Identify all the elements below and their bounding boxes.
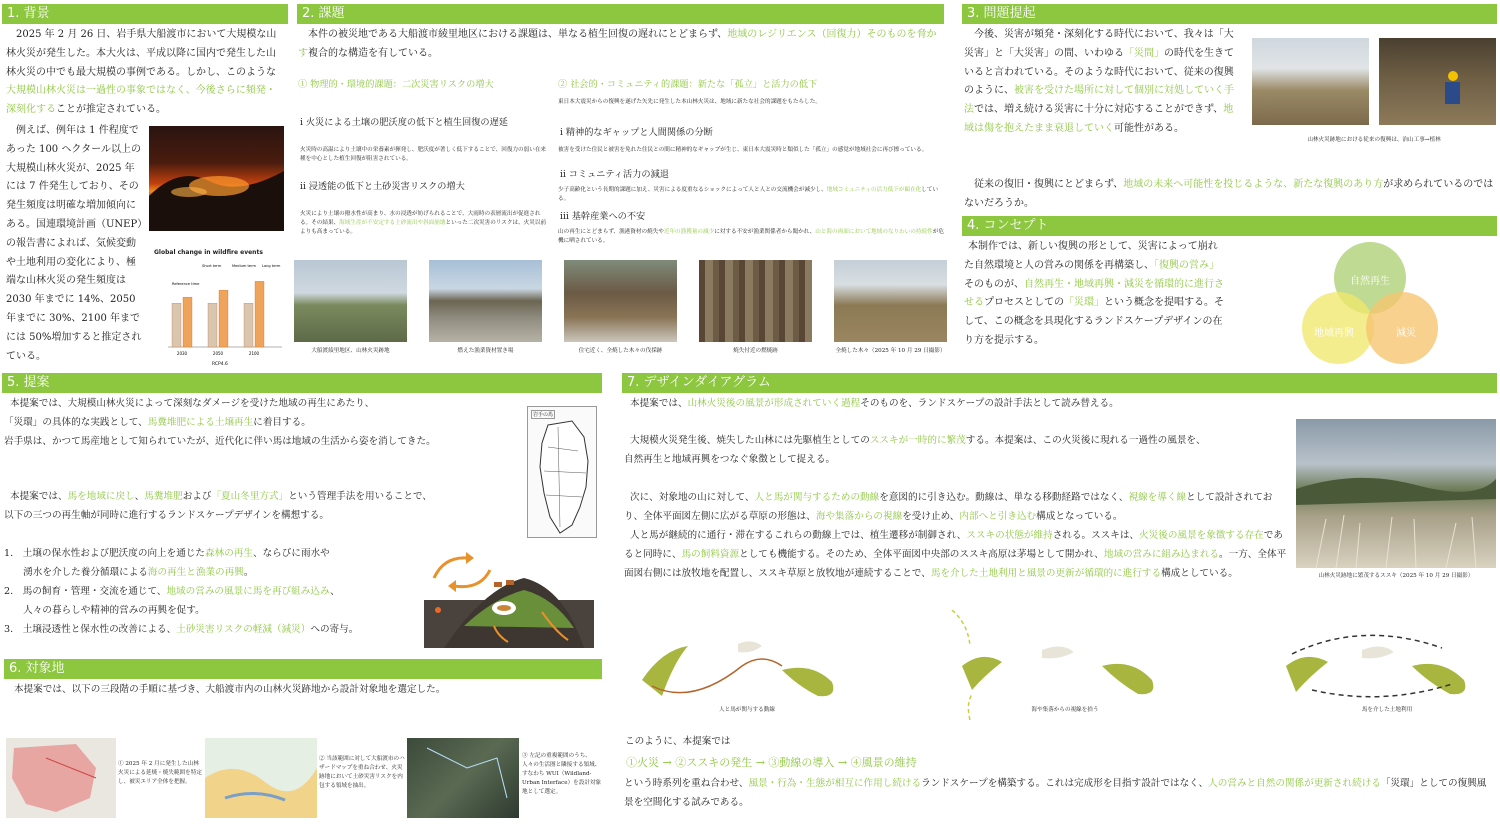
s6-caption-1: ① 2025 年 2 月に発生した山林火災による延焼・焼失範囲を特定し、被災エリア全体を把握。 [118,761,202,785]
map-burn-area [6,738,116,818]
chart-bar [244,303,253,347]
s3-paragraph-2: 従来の復旧・復興にとどまらず、地域の未来へ可能性を投じるような、新たな復興のあり方が求められているのではないだろうか。 [964,179,1494,209]
s2-col2-heading: ② 社会的・コミュニティ的課題：新たな「孤立」と活力の低下 [558,79,818,90]
caption-3: 住宅近く、全焼した木々の伐採跡 [578,348,663,354]
photo-felled-trees [564,260,677,342]
section-5-header: 5. 提案 [2,373,602,393]
s2-c1-i-text: 火災時の高温により土壌中の栄養素が揮発し、肥沃度が著しく低下することで、回復力の弱い在来種を中心とした植生回復が阻害されている。 [300,147,547,162]
photo-reforestation [1252,38,1369,125]
wildfire-chart [150,245,285,370]
chart-legend-item: Long term [262,264,281,268]
s2-intro: 本件の被災地である大船渡市綾里地区における課題は、単なる植生回復の遅れにとどまらず、地域のレジリエンス（回復力）そのものを脅かす複合的な構造を有している。 [298,29,937,59]
s2-c1-ii-text: 火災により土壌の撥水性が高まり、水の浸透が妨げられることで、大雨時の表層流出が促進される。その結果、海域生産が不安定する土砂流出や斜面崩壊といった二次災害のリスクは、火災以前よりも高まっている。 [300,211,547,235]
photo-susuki-field [1296,419,1496,568]
section-2-header: 2. 課題 [297,4,944,24]
s5-list-1a: 1. 土壌の保水性および肥沃度の向上を通じた森林の再生、ならびに雨水や [4,548,330,559]
diagram-caption-3: 馬を介した土地利用 [1361,707,1413,713]
design-diagrams [622,610,1492,720]
chart-tick-label: 2100 [248,351,260,356]
diagram-caption-2: 海や集落からの視線を拾う [1031,707,1099,713]
s7-paragraph-5: このように、本提案では [625,736,731,747]
map-legend-label: 岩手の馬 [533,412,554,418]
section-4-header: 4. コンセプト [962,216,1497,236]
caption-1: 大船渡綾里地区、山林火災跡地 [311,348,390,354]
venn-label-2: 地域再興 [1314,328,1354,339]
s2-c2-iii-text: 山の再生にとどまらず、漁港資材の焼失や近年の漁獲量の減少に対する不安が漁業関係者から聞かれ、山と海の両面において地域のなりわいの持続性が危機に晒されている。 [558,229,944,244]
section-6-header: 6. 対象地 [4,659,602,679]
wildfire-photo [149,126,284,231]
s3-paragraph-1: 今後、災害が頻発・深刻化する時代において、我々は「大災害」と「大災害」の間、いわゆる「災間」の時代を生きていると言われている。そのような時代において、従来の復興のように、被害を受けた場所に対して個別に対処していく手法では、増え続ける災害に十分に対応することができず、地域は傷を抱えたまま衰退していく可能性がある。 [964,29,1234,134]
venn-label-1: 自然再生 [1350,276,1390,287]
s2-c2-i-heading: ⅰ 精神的なギャップと人間関係の分断 [560,127,713,138]
caption-5: 全焼した木々（2025 年 10 月 29 日撮影） [835,348,946,354]
s5-list-3: 3. 土壌浸透性と保水性の改善による、土砂災害リスクの軽減（減災）への寄与。 [4,624,359,635]
chart-title: Global change in wildfire events [154,249,263,256]
chart-legend-item: Medium term [232,264,257,268]
photo-burn-scar [699,260,812,342]
iwate-horse-map [527,406,597,538]
s6-paragraph: 本提案では、以下の三段階の手順に基づき、大船渡市内の山林火災跡地から設計対象地を選定した。 [14,684,446,695]
s3-caption: 山林火災跡地における従来の復興は、治山工事→植林 [1307,137,1441,143]
section-3-header: 3. 問題提起 [962,4,1497,24]
s7-sequence: ①火災 → ②ススキの発生 → ③動線の導入 → ④風景の維持 [626,756,917,769]
s2-col1-heading: ① 物理的・環境的課題：二次災害リスクの増大 [298,79,494,90]
chart-bar [172,303,181,347]
s2-c1-i-heading: ⅰ 火災による土壌の肥沃度の低下と植生回復の遅延 [300,117,508,128]
chart-tick-label: 2050 [212,351,224,356]
s1-paragraph-2: 例えば、例年は 1 件程度であった 100 ヘクタール以上の大規模山林火災が、2025 年には 7 件発生しており、その発生頻度は明確な増加傾向にある。国連環境計画（UNEP）の報告書によれば、気候変動や土地利用の変化により、極端な山林火災の発生頻度は 2030 年までに 14%、2050 年までに 30%、2100 年までには 50%増加すると推定されている。 [6,125,143,362]
s5-paragraph-2: 本提案では、馬を地域に戻し、馬糞堆肥および「夏山冬里方式」という管理手法を用いることで、 以下の三つの再生軸が同時に進行するランドスケープデザインを構想する。 [4,491,432,521]
chart-legend-item: Short term [202,264,222,268]
chart-bar [255,281,264,347]
s7-paragraph-6: という時系列を重ね合わせ、風景・行為・生態が相互に作用し続けるランドスケープを構築する。これは完成形を目指す設計ではなく、人の営みと自然の関係が更新され続ける「災環」としての復興風景を空間化する試みである。 [624,778,1487,808]
s7-paragraph-4: 人と馬が継続的に通行・滞在するこれらの動線上では、植生遷移が制御され、ススキの状態が維持される。ススキは、火災後の風景を象徴する存在であると同時に、馬の飼料資源としても機能する。そのため、全体平面図中央部のススキ高原は茅場として開かれ、地域の営みに組み込まれる。一方、全体平面図右側には放牧地を配置し、ススキ草原と放牧地が連続することで、馬を介した土地利用と風景の更新が循環的に進行する構成としている。 [624,530,1287,579]
s7-paragraph-3: 次に、対象地の山に対して、人と馬が関与するための動線を意図的に引き込む。動線は、単なる移動経路ではなく、視線を導く線として設計されており、全体平面図左側に広がる草原の形態は、海や集落からの視線を受け止め、内部へと引き込む構成となっている。 [624,492,1273,522]
s2-c2-ii-heading: ⅱ コミュニティ活力の減退 [560,169,669,180]
concept-venn [1300,240,1440,370]
chart-bar [219,290,228,347]
map-wui-satellite [407,738,519,818]
s2-c1-ii-heading: ⅱ 浸透能の低下と土砂災害リスクの増大 [300,181,465,192]
photo-burnt-forest [834,260,947,342]
s7-paragraph-1: 本提案では、山林火災後の風景が形成されていく過程そのものを、ランドスケープの設計手法として読み替える。 [630,398,1119,409]
chart-bar [183,297,192,347]
section-7-header: 7. デザインダイアグラム [622,373,1497,393]
s5-list-2a: 2. 馬の飼育・管理・交流を通じて、地域の営みの風景に馬を再び組み込み、 [4,586,340,597]
horse-cycle-diagram [424,548,594,648]
caption-4: 焼失付近の燃焼跡 [733,348,778,354]
photo-burnt-storage [429,260,542,342]
s1-paragraph-1: 2025 年 2 月 26 日、岩手県大船渡市において大規模な山林火災が発生した。本大火は、平成以降に国内で発生した山林火災の中でも最大規模の事例である。しかし、このような大規模山林火災は一過性の事象ではなく、今後さらに頻発・深刻化することが推定されている。 [6,29,277,116]
s6-caption-2: ② 当該範囲に対して大船渡市のハザードマップを重ね合わせ、火災跡地において土砂災害リスクを内包する領域を抽出。 [319,756,405,789]
section-1-header: 1. 背景 [2,4,288,24]
photo-worker [1379,38,1496,125]
venn-label-3: 減災 [1396,328,1416,339]
s7-photo-caption: 山林火災跡地に繁茂するススキ（2025 年 10 月 29 日撮影） [1318,573,1474,579]
s2-c2-ii-text: 少子高齢化という長期的課題に加え、災害による度重なるショックによって人と人との交流機会が減少し、地域コミュニティの活力低下が顕在化している。 [558,187,939,202]
chart-x-label: RCP4.6 [212,362,228,367]
s5-paragraph-1: 本提案では、大規模山林火災によって深刻なダメージを受けた地域の再生にあたり、 「災環」の具体的な実践として、馬糞堆肥による土壌再生に着目する。 岩手県は、かつて馬産地として知られていたが、近代化に伴い馬は地域の生活から姿を消してきた。 [4,398,436,447]
s5-list-1b: 湧水を介した養分循環による海の再生と漁業の再興。 [4,567,254,578]
caption-2: 燃えた漁業資材置き場 [457,348,514,354]
s5-list-2b: 人々の暮らしや精神的営みの再興を促す。 [4,605,205,616]
s2-c2-i-text: 被害を受けた住民と被害を免れた住民との間に精神的なギャップが生じ、東日本大震災時と類似した「孤立」の感覚が地域社会に再び擦っている。 [558,147,928,153]
chart-tick-label: 2030 [176,351,188,356]
s4-paragraph: 本制作では、新しい復興の形として、災害によって崩れた自然環境と人の営みの関係を再構築し、「復興の営み」そのものが、自然再生・地域再興・減災を循環的に進行させるプロセスとしての「災環」という概念を提唱する。そして、この概念を具現化するランドスケープデザインの在り方を提示する。 [964,241,1224,346]
diagram-caption-1: 人と馬が関与する動線 [719,707,775,713]
s2-c2-text: 東日本大震災からの復興を遂げた矢先に発生した本山林火災は、地域に新たな社会的課題をもたらした。 [558,99,821,105]
s7-paragraph-2: 大規模火災発生後、焼失した山林には先駆植生としてのススキが一時的に繁茂する。本提案は、この火災後に現れる一過性の風景を、 自然再生と地域再興をつなぐ象徴として捉える。 [624,435,1206,465]
photo-ryori-site [294,260,407,342]
chart-legend-item: Reference time [172,282,200,286]
map-hazard-overlay [205,738,317,818]
s6-caption-3: ③ 左記の重複範囲のうち、人々の生活圏と隣接する領域、すなわち WUI（Wildland-Urban Interface）を設計対象地として選定。 [522,753,602,795]
chart-bar [208,303,217,347]
s2-c2-iii-heading: ⅲ 基幹産業への不安 [560,211,646,222]
